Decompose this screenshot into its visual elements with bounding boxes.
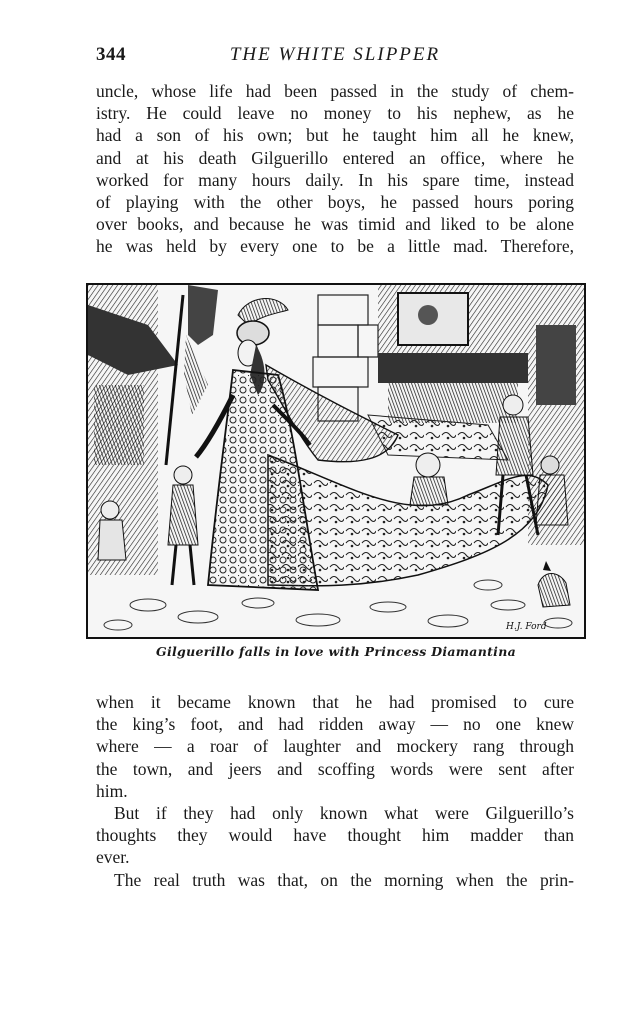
paragraph-bottom: [96, 691, 574, 891]
text-line: had a son of his own; but he taught him all he knew,: [96, 125, 574, 146]
text-line: of playing with the other boys, he passed hours poring: [96, 191, 574, 212]
illustration-caption: Gilguerillo falls in love with Princess Diamantina: [155, 644, 517, 659]
text-line: worked for many hours daily. In his spare time, instead: [96, 169, 574, 190]
text-line: when it became known that he had promised to cure: [96, 692, 574, 712]
text-line: over books, and because he was timid and liked to be alone: [96, 214, 574, 235]
text-line: him.: [96, 780, 128, 801]
text-line: uncle, whose life had been passed in the study of chem-: [96, 81, 574, 101]
text-line: The real truth was that, on the morning when the prin-: [114, 869, 574, 890]
page-number: 344: [96, 44, 126, 65]
text-line: and at his death Gilguerillo entered an office, where he: [96, 147, 574, 168]
text-line: he was held by every one to be a little mad. Therefore,: [96, 236, 574, 257]
text-line: where — a roar of laughter and mockery rang through: [96, 736, 574, 757]
text-line: thoughts they would have thought him madder than: [96, 825, 574, 846]
engraving-art: [88, 285, 584, 637]
artist-signature: H.J. Ford: [506, 622, 547, 632]
page-header: [96, 44, 574, 70]
running-head: THE WHITE SLIPPER: [229, 44, 441, 65]
text-line: But if they had only known what were Gilguerillo’s: [114, 802, 574, 823]
paragraph-top: [96, 80, 574, 258]
text-line: the town, and jeers and scoffing words were sent after: [96, 758, 574, 779]
text-line: ever.: [96, 847, 130, 868]
illustration: [86, 283, 586, 639]
text-line: the king’s foot, and had ridden away — no one knew: [96, 714, 574, 735]
text-line: istry. He could leave no money to his nephew, as he: [96, 103, 574, 124]
